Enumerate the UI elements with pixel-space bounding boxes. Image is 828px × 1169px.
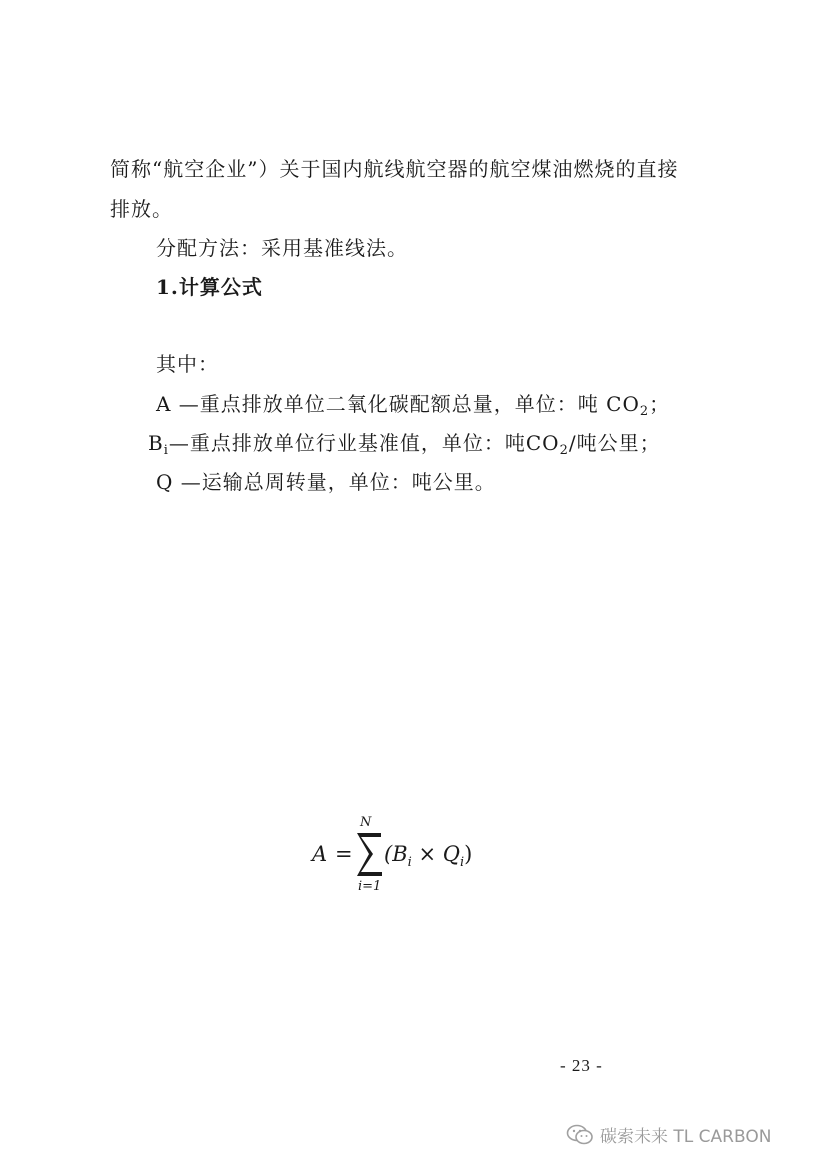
page-number: - 23 - — [560, 1056, 603, 1075]
formula-b-subscript: i — [407, 855, 412, 870]
definition-a-end: ； — [649, 392, 671, 416]
watermark — [566, 1122, 771, 1147]
definition-a — [156, 390, 670, 418]
watermark-text: 碳索未来 TL CARBON — [600, 1127, 772, 1147]
formula-upper-limit: N — [360, 815, 372, 830]
definition-q: Q —运输总周转量，单位：吨公里。 — [156, 470, 496, 494]
paragraph-line-1: 简称“航空企业”）关于国内航线航空器的航空煤油燃烧的直接 — [110, 157, 679, 181]
definition-a-text: A —重点排放单位二氧化碳配额总量，单位：吨 CO — [156, 392, 640, 416]
formula-body — [384, 842, 472, 870]
paragraph-line-2: 排放。 — [110, 197, 173, 221]
formula-lower-limit: i=1 — [358, 879, 382, 894]
definition-b-text: —重点排放单位行业基准值，单位：吨CO — [168, 431, 560, 455]
formula-equals: = — [335, 842, 353, 866]
allocation-formula — [308, 810, 488, 900]
definition-b-variable: B — [148, 431, 164, 455]
allocation-method: 分配方法：采用基准线法。 — [156, 236, 408, 260]
where-label: 其中： — [156, 352, 219, 376]
definition-b — [148, 429, 661, 457]
summation-icon — [357, 833, 382, 876]
definition-b-subscript: 2 — [559, 443, 569, 458]
formula-body-close: ) — [464, 842, 473, 866]
definition-b-end: /吨公里； — [568, 431, 661, 455]
definition-b-variable-subscript: i — [163, 443, 169, 458]
formula-body-open: (B — [384, 842, 408, 866]
formula-lhs: A — [312, 842, 328, 866]
formula-q-subscript: i — [459, 855, 465, 870]
section-heading: 1.计算公式 — [156, 275, 263, 299]
formula-times: × Q — [411, 842, 460, 866]
wechat-icon — [566, 1124, 594, 1146]
definition-a-subscript: 2 — [639, 404, 650, 419]
